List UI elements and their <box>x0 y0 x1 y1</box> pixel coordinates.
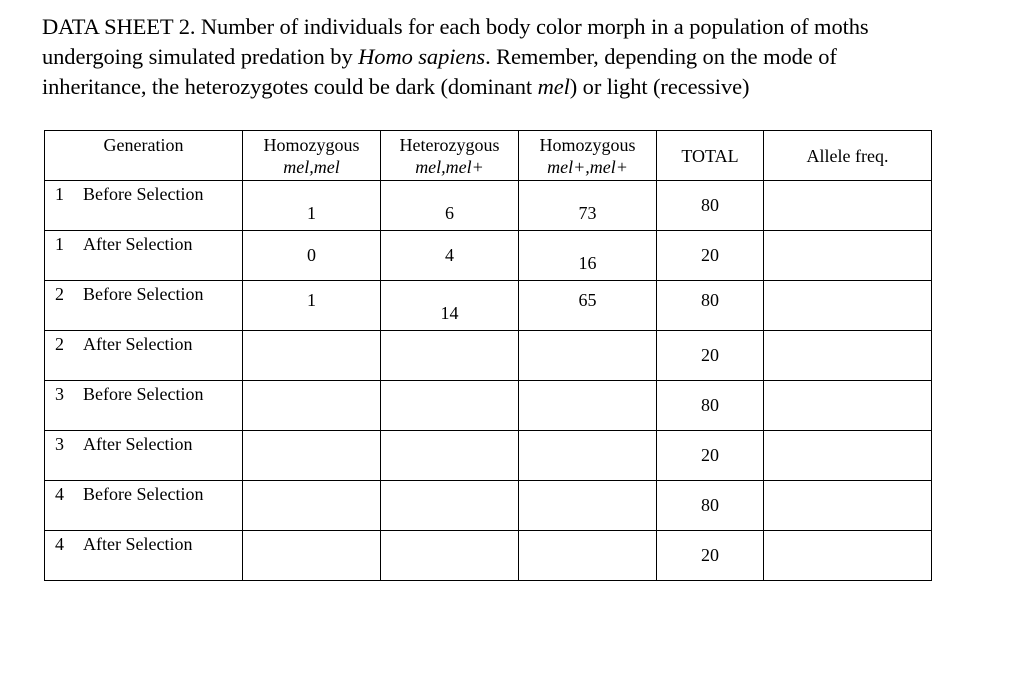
header-homozygous-plus <box>519 131 657 181</box>
caption-line-3-text: inheritance, the heterozygotes could be dark (dominant <box>42 74 538 99</box>
allele-freq-cell[interactable] <box>764 481 932 531</box>
header-homozygous-plus-title: Homozygous <box>539 134 636 155</box>
melmel-cell[interactable]: 1 <box>243 281 381 331</box>
header-homozygous-plus-genotype: mel+,mel+ <box>547 156 628 177</box>
generation-cell <box>45 331 243 381</box>
total-cell: 20 <box>657 431 764 481</box>
allele-freq-cell[interactable] <box>764 281 932 331</box>
heterozygous-cell[interactable] <box>381 331 519 381</box>
total-cell: 20 <box>657 331 764 381</box>
generation-cell <box>45 231 243 281</box>
melmel-cell[interactable]: 0 <box>243 231 381 281</box>
allele-freq-cell[interactable] <box>764 331 932 381</box>
table-row <box>45 531 932 581</box>
total-cell: 80 <box>657 181 764 231</box>
caption-line-1-text: DATA SHEET 2. Number of individuals for each body color morph in a population of moths <box>42 14 869 39</box>
header-heterozygous <box>381 131 519 181</box>
generation-number: 2 <box>55 334 64 354</box>
caption-line-2 <box>42 42 1017 72</box>
generation-number: 1 <box>55 234 64 254</box>
plusplus-cell[interactable] <box>519 331 657 381</box>
total-cell: 80 <box>657 281 764 331</box>
heterozygous-cell[interactable] <box>381 531 519 581</box>
total-cell: 80 <box>657 481 764 531</box>
total-cell: 80 <box>657 381 764 431</box>
table-row <box>45 431 932 481</box>
generation-cell <box>45 381 243 431</box>
plusplus-cell[interactable] <box>519 431 657 481</box>
generation-number: 3 <box>55 434 64 454</box>
header-generation: Generation <box>45 131 243 181</box>
heterozygous-cell[interactable]: 6 <box>381 181 519 231</box>
generation-cell <box>45 281 243 331</box>
table-row <box>45 231 932 281</box>
heterozygous-cell[interactable] <box>381 381 519 431</box>
heterozygous-cell[interactable] <box>381 481 519 531</box>
selection-stage: Before Selection <box>83 284 204 304</box>
generation-cell <box>45 431 243 481</box>
plusplus-cell[interactable]: 73 <box>519 181 657 231</box>
data-sheet-caption <box>42 12 1017 102</box>
caption-line-3 <box>42 72 1017 102</box>
allele-freq-cell[interactable] <box>764 531 932 581</box>
plusplus-cell[interactable]: 16 <box>519 231 657 281</box>
heterozygous-cell[interactable]: 14 <box>381 281 519 331</box>
header-homozygous-mel-title: Homozygous <box>263 134 360 155</box>
caption-line-1 <box>42 12 1017 42</box>
plusplus-cell[interactable] <box>519 481 657 531</box>
plusplus-cell[interactable] <box>519 531 657 581</box>
total-cell: 20 <box>657 231 764 281</box>
melmel-cell[interactable] <box>243 431 381 481</box>
selection-stage: After Selection <box>83 434 193 454</box>
melmel-cell[interactable] <box>243 481 381 531</box>
generation-number: 4 <box>55 484 64 504</box>
generation-cell <box>45 531 243 581</box>
header-heterozygous-title: Heterozygous <box>399 134 500 155</box>
generation-number: 4 <box>55 534 64 554</box>
allele-name: mel <box>537 74 570 99</box>
selection-stage: Before Selection <box>83 184 204 204</box>
data-table <box>44 130 932 581</box>
caption-line-3-tail: ) or light (recessive) <box>569 74 750 99</box>
table-header-row <box>45 131 932 181</box>
selection-stage: After Selection <box>83 534 193 554</box>
allele-freq-cell[interactable] <box>764 181 932 231</box>
header-heterozygous-genotype: mel,mel+ <box>415 156 484 177</box>
generation-number: 1 <box>55 184 64 204</box>
table-row <box>45 381 932 431</box>
generation-cell <box>45 181 243 231</box>
table-row <box>45 331 932 381</box>
caption-line-2-text: undergoing simulated predation by <box>42 44 359 69</box>
melmel-cell[interactable] <box>243 381 381 431</box>
melmel-cell[interactable]: 1 <box>243 181 381 231</box>
allele-freq-cell[interactable] <box>764 381 932 431</box>
species-name: Homo sapiens <box>358 44 486 69</box>
generation-number: 3 <box>55 384 64 404</box>
table-row <box>45 481 932 531</box>
melmel-cell[interactable] <box>243 331 381 381</box>
melmel-cell[interactable] <box>243 531 381 581</box>
header-homozygous-mel <box>243 131 381 181</box>
plusplus-cell[interactable]: 65 <box>519 281 657 331</box>
selection-stage: Before Selection <box>83 484 204 504</box>
header-homozygous-mel-genotype: mel,mel <box>283 156 340 177</box>
generation-number: 2 <box>55 284 64 304</box>
generation-cell <box>45 481 243 531</box>
total-cell: 20 <box>657 531 764 581</box>
allele-freq-cell[interactable] <box>764 431 932 481</box>
caption-line-2-tail: . Remember, depending on the mode of <box>485 44 837 69</box>
table-row <box>45 181 932 231</box>
header-allele-freq: Allele freq. <box>764 131 932 181</box>
heterozygous-cell[interactable] <box>381 431 519 481</box>
plusplus-cell[interactable] <box>519 381 657 431</box>
selection-stage: Before Selection <box>83 384 204 404</box>
selection-stage: After Selection <box>83 234 193 254</box>
table-row <box>45 281 932 331</box>
header-total: TOTAL <box>657 131 764 181</box>
heterozygous-cell[interactable]: 4 <box>381 231 519 281</box>
selection-stage: After Selection <box>83 334 193 354</box>
allele-freq-cell[interactable] <box>764 231 932 281</box>
